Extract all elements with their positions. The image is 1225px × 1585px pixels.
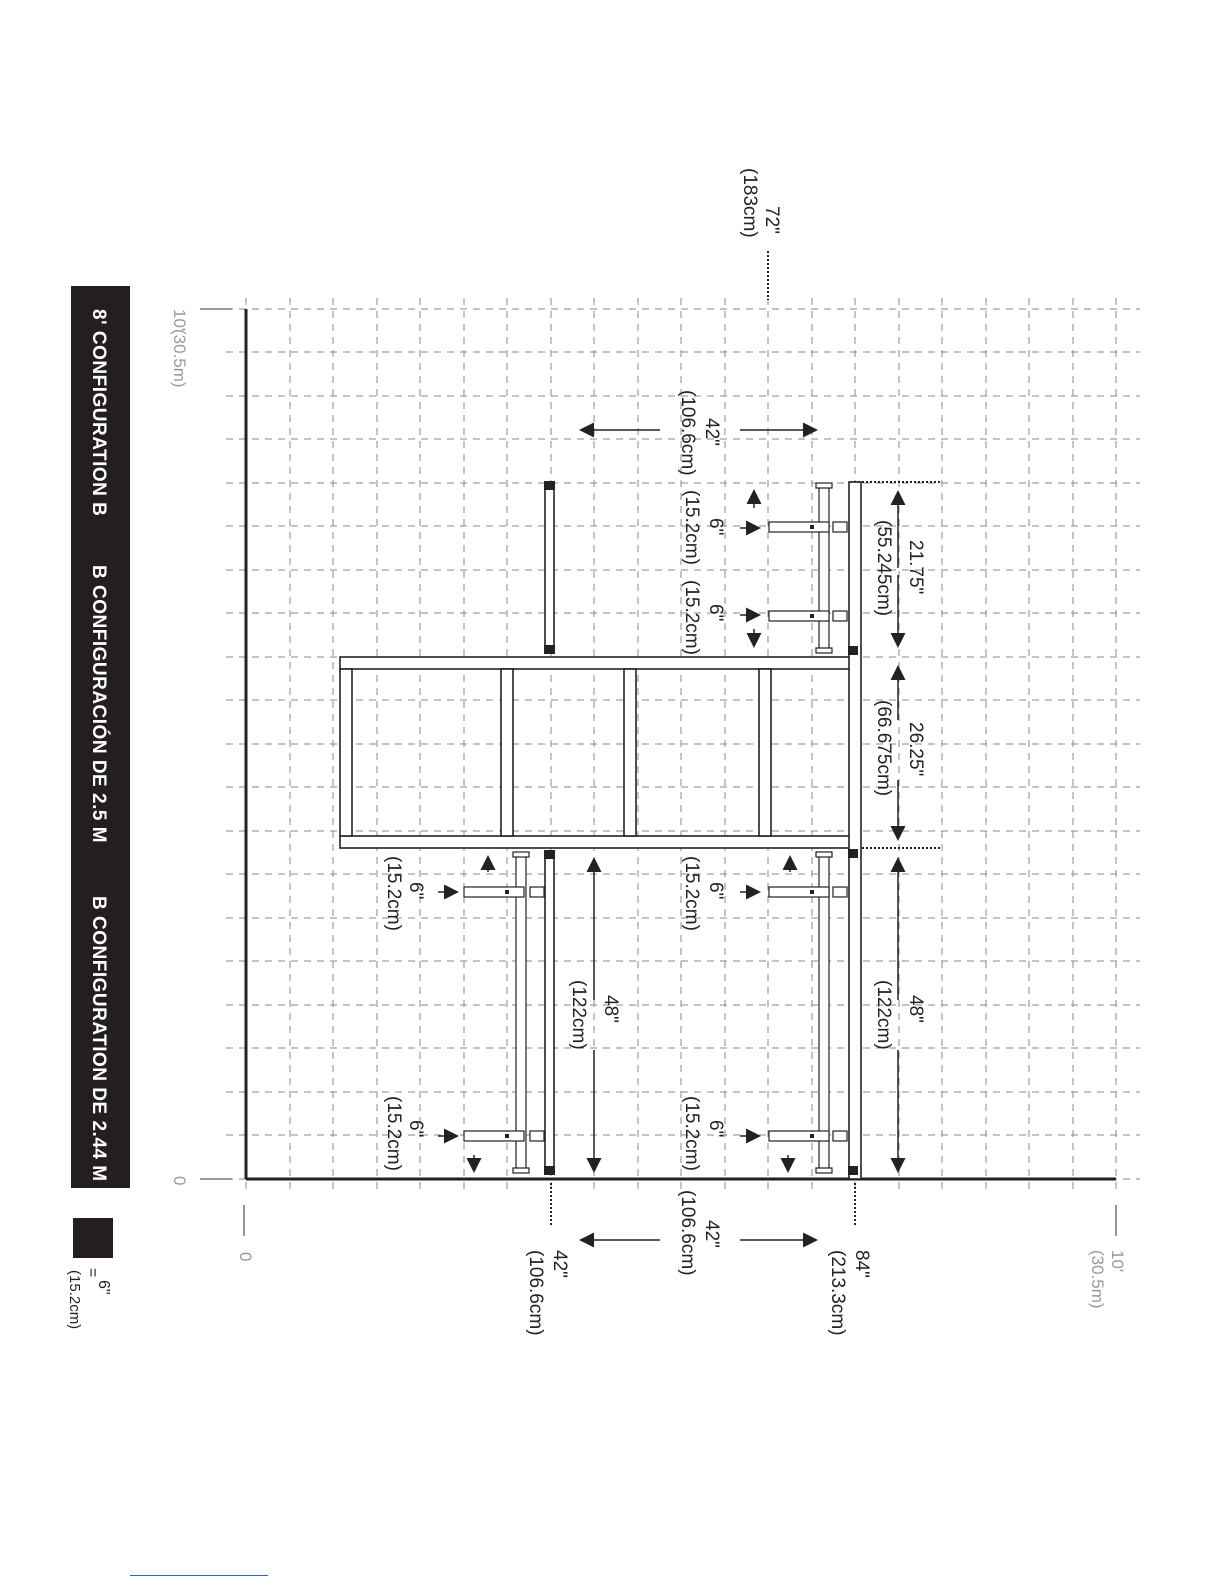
footer-link-underline[interactable] — [130, 1575, 268, 1576]
axis-bottom-ten-metric: (30.5m) — [1088, 1250, 1107, 1309]
right-upright — [848, 482, 861, 1179]
dim-48-right-cm: (122cm) — [873, 980, 894, 1050]
base-42-cm: (106.6cm) — [525, 1250, 546, 1336]
axis-bottom-zero: 0 — [236, 1252, 255, 1262]
six-label: 6" — [405, 1120, 426, 1138]
axis-left-top: 10' — [170, 309, 189, 332]
legend-metric: (15.2cm) — [66, 1270, 83, 1330]
j-hook — [769, 887, 829, 897]
frame-left-post — [340, 669, 352, 836]
legend-swatch — [73, 1218, 113, 1258]
bottom-left-jhook-assembly — [464, 852, 544, 1173]
j-hook — [769, 611, 829, 621]
six-label: 6" — [705, 882, 726, 900]
six-cm-label: (15.2cm) — [681, 490, 702, 565]
dim-48-left: 48" — [600, 995, 621, 1023]
dim-42-bottom-cm: (106.6cm) — [677, 1190, 698, 1276]
dim-26-cm: (66.675cm) — [873, 700, 894, 797]
title-es: B CONFIGURACIÓN DE 2.5 M — [88, 565, 109, 844]
dim-72-cm: (183cm) — [739, 168, 760, 238]
six-label: 6" — [705, 518, 726, 536]
central-frame — [340, 657, 860, 848]
frame-inner-post-1 — [501, 669, 513, 836]
frame-center-post — [624, 669, 636, 836]
dim-42-bottom: 42" — [701, 1220, 722, 1248]
six-cm-label: (15.2cm) — [681, 1096, 702, 1171]
dim-21-cm: (55.245cm) — [873, 520, 894, 617]
six-label: 6" — [405, 882, 426, 900]
legend-value: 6" — [95, 1280, 112, 1295]
bottom-beam — [340, 836, 860, 848]
six-cm-label: (15.2cm) — [681, 856, 702, 931]
base-84: 84" — [851, 1250, 872, 1278]
dim-26: 26.25" — [905, 722, 926, 777]
axes — [200, 309, 1116, 1236]
left-upright-top — [544, 481, 555, 654]
top-beam — [340, 657, 860, 669]
title-fr: B CONFIGURATION DE 2.44 M — [88, 896, 109, 1182]
title-en: 8' CONFIGURATION B — [88, 309, 109, 517]
j-hook — [464, 1131, 524, 1141]
bottom-right-jhook-assembly — [769, 852, 847, 1173]
left-top-post — [545, 482, 554, 652]
j-hook — [769, 1131, 829, 1141]
dim-72: 72" — [761, 206, 782, 234]
dim-48-right: 48" — [905, 995, 926, 1023]
axis-labels — [170, 309, 1127, 1309]
base-42: 42" — [549, 1250, 570, 1278]
six-label: 6" — [705, 1120, 726, 1138]
left-bottom-post — [545, 852, 554, 1174]
axis-left-zero: 0 — [170, 1176, 189, 1186]
title-banner — [71, 286, 130, 1188]
dim-42-top: 42" — [701, 418, 722, 446]
legend-equals: = — [84, 1268, 101, 1278]
j-hook — [464, 887, 524, 897]
scale-legend — [66, 1218, 113, 1329]
frame-inner-post-2 — [759, 669, 771, 836]
j-hook — [769, 522, 829, 532]
dim-48-left-cm: (122cm) — [568, 980, 589, 1050]
base-84-cm: (213.3cm) — [827, 1250, 848, 1336]
right-upright-bar — [849, 482, 861, 1179]
six-label: 6" — [705, 604, 726, 622]
dim-21: 21.75" — [905, 540, 926, 595]
dim-42-top-cm: (106.6cm) — [677, 390, 698, 476]
axis-left-top-metric: (30.5m) — [170, 329, 189, 388]
left-upright-bottom — [544, 850, 555, 1175]
six-cm-label: (15.2cm) — [383, 1096, 404, 1171]
axis-bottom-ten: 10' — [1108, 1250, 1127, 1273]
six-cm-label: (15.2cm) — [681, 580, 702, 655]
six-cm-label: (15.2cm) — [383, 856, 404, 931]
top-jhook-assembly — [769, 483, 847, 653]
